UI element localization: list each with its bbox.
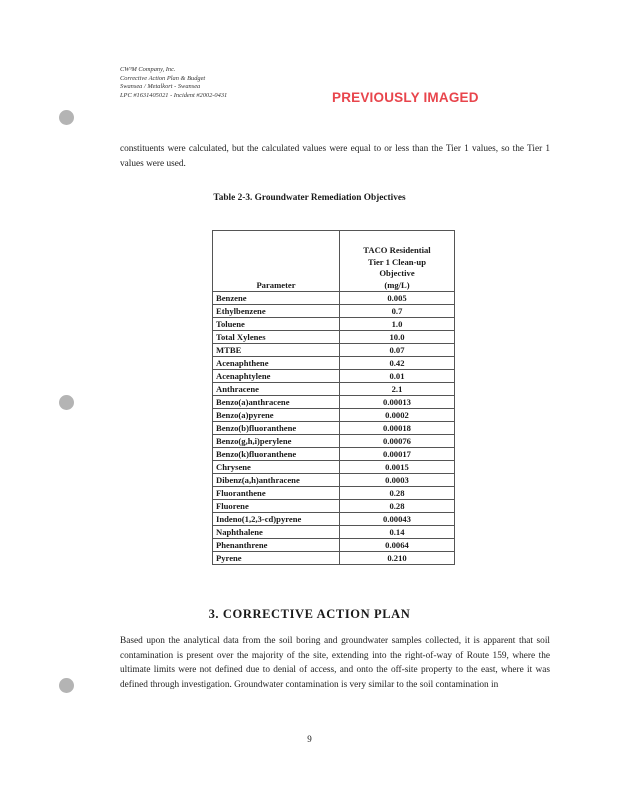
objective-value-cell: 0.00043: [340, 513, 455, 526]
objective-value-cell: 0.00076: [340, 435, 455, 448]
parameter-cell: Chrysene: [213, 461, 340, 474]
table-row: [213, 539, 455, 552]
binder-hole-bottom: [59, 678, 74, 693]
table-row: [213, 370, 455, 383]
objective-value-cell: 0.0002: [340, 409, 455, 422]
table-row: [213, 500, 455, 513]
header-company: CW³M Company, Inc.: [120, 66, 176, 73]
objective-value-cell: 0.0003: [340, 474, 455, 487]
binder-hole-top: [59, 110, 74, 125]
table-body: [213, 292, 455, 565]
column-header-objective: [340, 231, 455, 292]
table-row: [213, 292, 455, 305]
objective-value-cell: 0.7: [340, 305, 455, 318]
objective-value-cell: 0.00018: [340, 422, 455, 435]
objective-header-line: (mg/L): [384, 279, 410, 290]
objective-value-cell: 0.07: [340, 344, 455, 357]
binder-hole-middle: [59, 395, 74, 410]
objective-value-cell: 0.14: [340, 526, 455, 539]
table-row: [213, 305, 455, 318]
table-row: [213, 318, 455, 331]
header-site: Swansea / Metalkort - Swansea: [120, 83, 201, 91]
objective-value-cell: 0.01: [340, 370, 455, 383]
parameter-cell: Toluene: [213, 318, 340, 331]
section-heading: 3. CORRECTIVE ACTION PLAN: [208, 607, 411, 621]
parameter-cell: Benzene: [213, 292, 340, 305]
document-header: [120, 66, 320, 100]
table-row: [213, 409, 455, 422]
objective-header-line: TACO Residential: [363, 245, 431, 255]
header-document-title: Corrective Action Plan & Budget: [120, 74, 206, 82]
header-incident: LPC #1631405021 - Incident #2002-0431: [120, 91, 228, 99]
objective-value-cell: 1.0: [340, 318, 455, 331]
parameter-cell: Pyrene: [213, 552, 340, 565]
table-row: [213, 513, 455, 526]
objective-value-cell: 0.005: [340, 292, 455, 305]
objective-value-cell: 0.28: [340, 487, 455, 500]
parameter-cell: Benzo(g,h,i)perylene: [213, 435, 340, 448]
parameter-cell: Benzo(k)fluoranthene: [213, 448, 340, 461]
table-row: [213, 422, 455, 435]
parameter-cell: MTBE: [213, 344, 340, 357]
objective-value-cell: 2.1: [340, 383, 455, 396]
parameter-cell: Naphthalene: [213, 526, 340, 539]
objective-value-cell: 0.00017: [340, 448, 455, 461]
parameter-cell: Benzo(a)pyrene: [213, 409, 340, 422]
table-row: [213, 526, 455, 539]
parameter-cell: Fluorene: [213, 500, 340, 513]
table-row: [213, 396, 455, 409]
parameter-cell: Anthracene: [213, 383, 340, 396]
parameter-cell: Indeno(1,2,3-cd)pyrene: [213, 513, 340, 526]
table-header-row: [213, 231, 455, 292]
objective-value-cell: 0.00013: [340, 396, 455, 409]
objective-header-line: Tier 1 Clean-up: [368, 256, 426, 267]
table-row: [213, 331, 455, 344]
table-row: [213, 552, 455, 565]
parameter-cell: Acenaphthene: [213, 357, 340, 370]
parameter-cell: Benzo(a)anthracene: [213, 396, 340, 409]
objective-value-cell: 0.28: [340, 500, 455, 513]
parameter-cell: Fluoranthene: [213, 487, 340, 500]
page-number: 9: [307, 734, 312, 744]
parameter-cell: Dibenz(a,h)anthracene: [213, 474, 340, 487]
objective-value-cell: 0.210: [340, 552, 455, 565]
column-header-parameter: Parameter: [213, 231, 340, 292]
previously-imaged-stamp: PREVIOUSLY IMAGED: [332, 90, 479, 105]
parameter-cell: Acenaphtylene: [213, 370, 340, 383]
table-title: Table 2-3. Groundwater Remediation Objectives: [213, 193, 406, 203]
table-row: [213, 487, 455, 500]
body-paragraph: Based upon the analytical data from the soil boring and groundwater samples collected, it is apparent that soil contamination is present over the majority of the site, extending into the right-of-way of Route 159, where the ultimate limits were not defined due to denial of access, and onto the off-site property to the east, where it was defined through investigation. Groundwater contamination is very similar to the soil contamination in: [120, 636, 550, 690]
table-row: [213, 344, 455, 357]
objective-header-line: Objective: [379, 268, 415, 278]
table-row: [213, 435, 455, 448]
table-row: [213, 383, 455, 396]
objective-value-cell: 0.0064: [340, 539, 455, 552]
table-row: [213, 448, 455, 461]
parameter-cell: Phenanthrene: [213, 539, 340, 552]
objective-value-cell: 10.0: [340, 331, 455, 344]
table-row: [213, 461, 455, 474]
intro-paragraph: constituents were calculated, but the calculated values were equal to or less than the Tier 1 values, so the Tier 1 values were used.: [120, 144, 550, 169]
parameter-cell: Total Xylenes: [213, 331, 340, 344]
table-row: [213, 474, 455, 487]
parameter-cell: Benzo(b)fluoranthene: [213, 422, 340, 435]
parameter-cell: Ethylbenzene: [213, 305, 340, 318]
objective-value-cell: 0.42: [340, 357, 455, 370]
objective-value-cell: 0.0015: [340, 461, 455, 474]
table-row: [213, 357, 455, 370]
groundwater-objectives-table: [212, 230, 455, 565]
